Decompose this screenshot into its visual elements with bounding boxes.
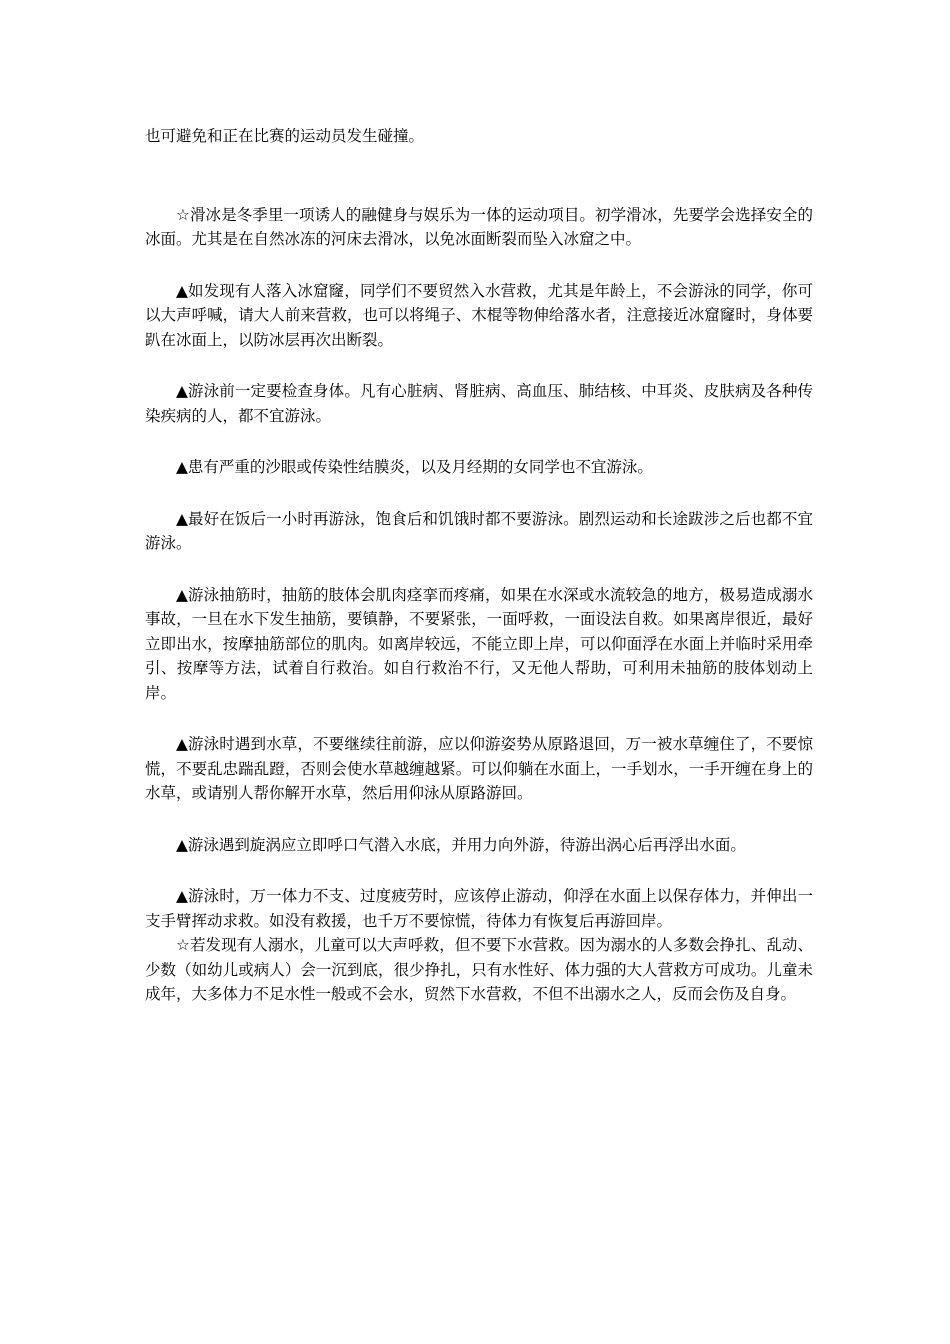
paragraph-drowning-rescue: ☆若发现有人溺水，儿童可以大声呼救，但不要下水营救。因为溺水的人多数会挣扎、乱动、少数（如幼儿或病人）会一沉到底，很少挣扎，只有水性好、体力强的大人营救方可成功。儿童未成年，大多体力不足水性一般或不会水，贸然下水营救，不但不出溺水之人，反而会伤及自身。	[145, 936, 813, 1003]
paragraph-ice-rescue: ▲如发现有人落入冰窟窿，同学们不要贸然入水营救，尤其是年龄上，不会游泳的同学，你可以大声呼喊，请大人前来营救，也可以将绳子、木棍等物伸给落水者，注意接近冰窟窿时，身体要趴在冰面上，以防冰层再次出断裂。	[145, 281, 813, 349]
paragraph-fatigue: ▲游泳时，万一体力不支、过度疲劳时，应该停止游动，仰浮在水面上以保存体力，并伸出一支手臂挥动求救。如没有救援，也千万不要惊慌，待体力有恢复后再游回岸。	[145, 887, 813, 930]
paragraph-whirlpool: ▲游泳遇到旋涡应立即呼口气潜入水底，并用力向外游，待游出涡心后再浮出水面。	[176, 835, 746, 854]
paragraph-eye-disease: ▲患有严重的沙眼或传染性结膜炎，以及月经期的女同学也不宜游泳。	[176, 458, 653, 476]
paragraph-health-check: ▲游泳前一定要检查身体。凡有心脏病、肾脏病、高血压、肺结核、中耳炎、皮肤病及各种传染疾病的人，都不宜游泳。	[145, 382, 813, 425]
paragraph-cramp: ▲游泳抽筋时，抽筋的肢体会肌肉痉挛而疼痛，如果在水深或水流较急的地方，极易造成溺水事故，一旦在水下发生抽筋，要镇静，不要紧张，一面呼救，一面设法自救。如果离岸很近，最好立即出水，按摩抽筋部位的肌肉。如离岸较远，不能立即上岸，可以仰面浮在水面上并临时采用牵引、按摩等方法，试着自行救治。如自行救治不行，又无他人帮助，可利用未抽筋的肢体划动上岸。	[145, 585, 813, 702]
paragraph-skating-intro: ☆滑冰是冬季里一项诱人的融健身与娱乐为一体的运动项目。初学滑冰，先要学会选择安全的冰面。尤其是在自然冰冻的河床去滑冰，以免冰面断裂而坠入冰窟之中。	[145, 205, 813, 248]
paragraph-continuation: 也可避免和正在比赛的运动员发生碰撞。	[145, 127, 425, 145]
paragraph-meal-timing: ▲最好在饭后一小时再游泳，饱食后和饥饿时都不要游泳。剧烈运动和长途跋涉之后也都不宜游泳。	[145, 509, 813, 552]
document-body	[145, 124, 813, 1007]
paragraph-waterweed: ▲游泳时遇到水草，不要继续往前游，应以仰游姿势从原路退回，万一被水草缠住了，不要惊慌，不要乱忠踹乱蹬，否则会使水草越缠越紧。可以仰躺在水面上，一手划水，一手开缠在身上的水草，或请别人帮你解开水草，然后用仰泳从原路游回。	[145, 735, 813, 802]
